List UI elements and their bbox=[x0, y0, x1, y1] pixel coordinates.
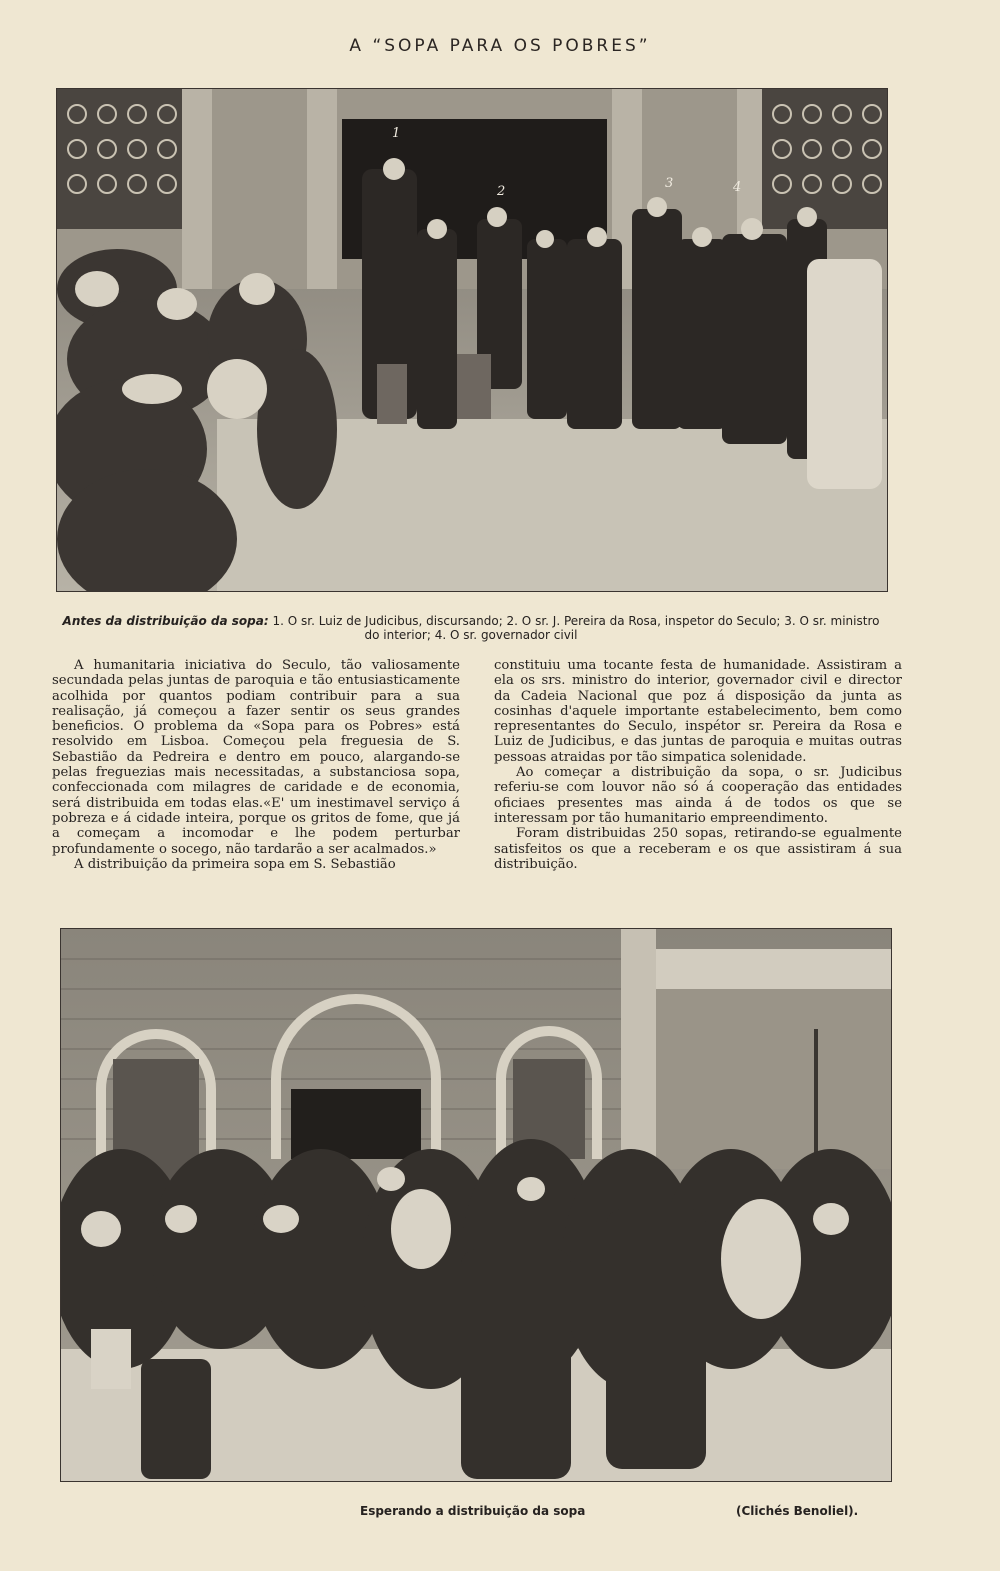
article-paragraph: A humanitaria iniciativa do Seculo, tão valiosamente secundada pelas juntas de paroquia e tão entusiasticamente acolhida por quantos podiam contribuir para a sua realisação, já começou a fazer sentir os seus grandes beneficios. O problema da «Sopa para os Pobres» está resolvido em Lisboa. Começou pela freguesia de S. Sebastião da Pedreira e dentro em pouco, alargando-se pelas freguezias mais necessitadas, a substanciosa sopa, confeccionada com milagres de caridade e de economia, será distribuida em todas elas.«E' um inestimavel serviço á pobreza e á cidade inteira, porque os gritos de fome, que já a começam a incomodar e lhe podem perturbar profundamente o socego, não tardarão a ser acalmados.» bbox=[52, 658, 460, 857]
marker-2: 2 bbox=[497, 184, 506, 199]
marker-3: 3 bbox=[665, 176, 674, 191]
marker-1: 1 bbox=[392, 126, 401, 141]
article-paragraph: constituiu uma tocante festa de humanidade. Assistiram a ela os srs. ministro do interior, governador civil e director da Cadeia Nacional que poz á disposição da junta as cosinhas d'aquele importante estabelecimento, bem como representantes do Seculo, inspétor sr. Pereira da Rosa e Luiz de Judicibus, e das juntas de paroquia e muitas outras pessoas atraidas por tão simpatica solenidade. bbox=[494, 658, 902, 765]
marker-4: 4 bbox=[733, 180, 742, 195]
photo-caption-bottom: Esperando a distribuição da sopa bbox=[360, 1504, 586, 1518]
caption-lead: Antes da distribuição da sopa: bbox=[62, 614, 269, 628]
page-title: A “SOPA PARA OS POBRES” bbox=[349, 36, 651, 56]
article-paragraph: A distribuição da primeira sopa em S. Sebastião bbox=[74, 856, 396, 872]
caption-text: 1. O sr. Luiz de Judicibus, discursando; 2. O sr. J. Pereira da Rosa, inspetor do Seculo; 3. O sr. ministro do interior; 4. O sr. governador civil bbox=[268, 614, 880, 642]
photo-caption-top bbox=[56, 614, 886, 642]
photo-credit: (Clichés Benoliel). bbox=[736, 1504, 859, 1518]
photo-before-distribution bbox=[56, 88, 888, 592]
article-column-left bbox=[52, 658, 460, 872]
article-paragraph: Foram distribuidas 250 sopas, retirando-se egualmente satisfeitos os que a receberam e os que assistiram á sua distribuição. bbox=[494, 826, 902, 872]
article-column-right bbox=[494, 658, 902, 872]
article-paragraph: Ao começar a distribuição da sopa, o sr. Judicibus referiu-se com louvor não só á cooperação das entidades oficiaes presentes mas ainda á de todos os que se interessam por tão humanitario empreendimento. bbox=[494, 765, 902, 826]
photo-waiting-crowd bbox=[60, 928, 892, 1482]
